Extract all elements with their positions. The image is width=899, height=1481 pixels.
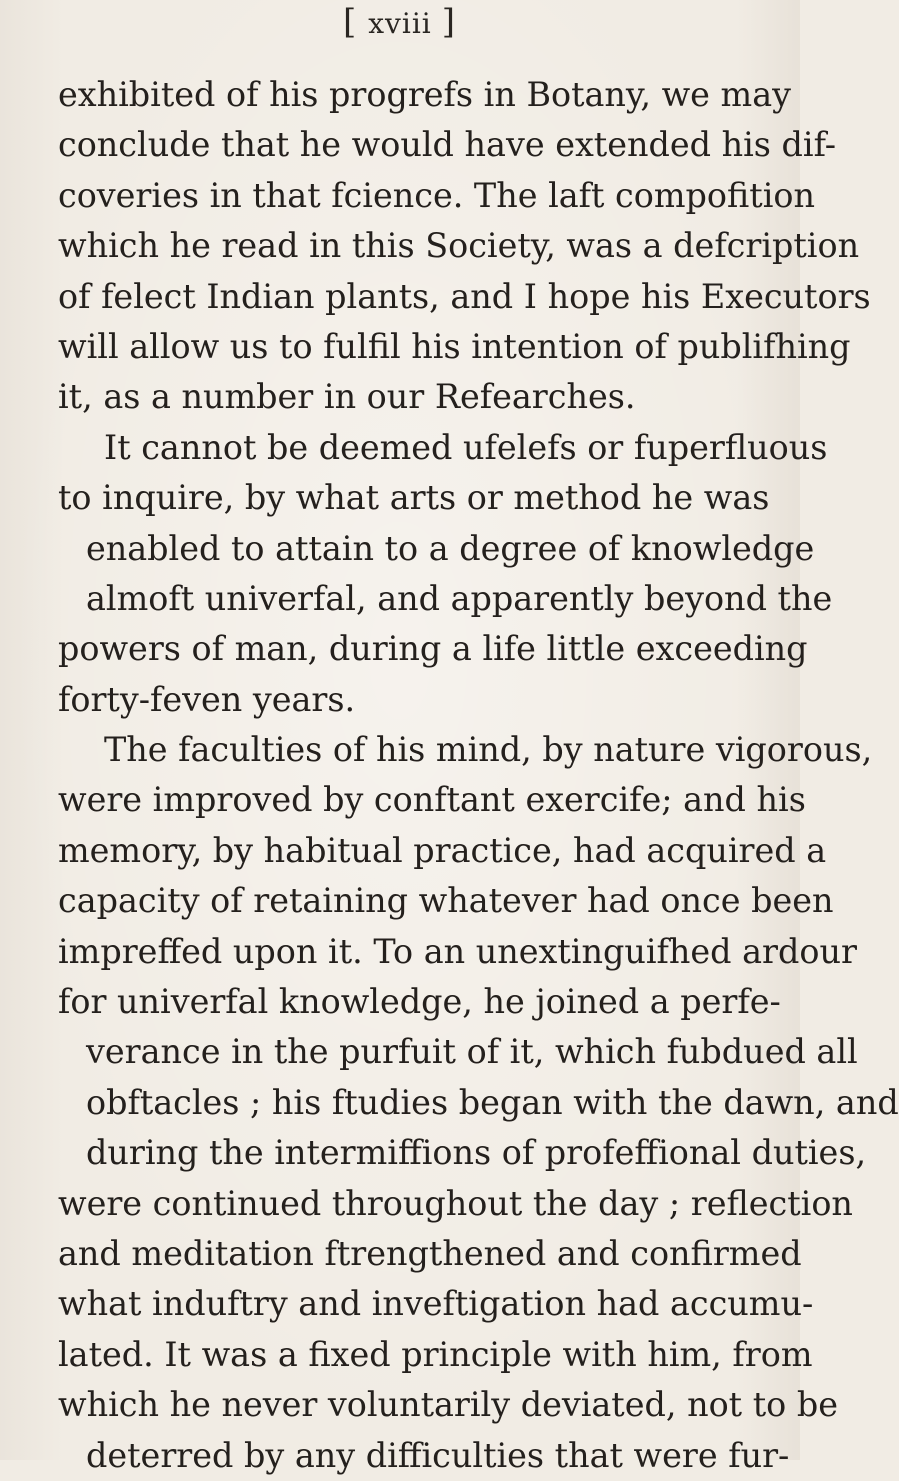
text-line: verance in the purfuit of it, which fubdued all — [86, 1032, 858, 1072]
text-line: were improved by conftant exercife; and his — [58, 780, 806, 820]
text-line: during the intermiffions of profeffional duties, — [86, 1133, 867, 1173]
text-line: impreffed upon it. To an unextinguifhed ardour — [58, 931, 857, 971]
body-text — [58, 70, 899, 1481]
text-line: capacity of retaining whatever had once been — [58, 881, 834, 921]
text-line: and meditation ftrengthened and confirmed — [58, 1233, 802, 1273]
text-line: what induftry and inveftigation had accumu- — [58, 1284, 814, 1324]
text-line: memory, by habitual practice, had acquired a — [58, 830, 827, 870]
text-line: obftacles ; his ftudies began with the dawn, and — [86, 1082, 899, 1122]
text-line: were continued throughout the day ; reflection — [58, 1183, 853, 1223]
text-line: lated. It was a fixed principle with him, from — [58, 1334, 813, 1374]
text-line: powers of man, during a life little exceeding — [58, 629, 808, 669]
text-line: almoft univerfal, and apparently beyond the — [86, 578, 833, 618]
text-line: deterred by any difficulties that were fur- — [86, 1435, 790, 1475]
text-line: of felect Indian plants, and I hope his Executors — [58, 276, 871, 316]
text-line: exhibited of his progrefs in Botany, we may — [58, 75, 791, 114]
folio-roman-numeral: xviii — [368, 7, 432, 40]
paragraph-end-line: forty-feven years. — [58, 679, 356, 719]
paragraph-start-line: It cannot be deemed ufelefs or fuperfluous — [104, 427, 828, 467]
text-line: which he read in this Society, was a defcription — [58, 226, 860, 266]
text-line: coveries in that fcience. The laft compofition — [58, 175, 815, 215]
text-line: which he never voluntarily deviated, not to be — [58, 1385, 838, 1425]
folio-open-bracket: [ — [342, 2, 359, 42]
page-number — [0, 2, 800, 42]
text-line: conclude that he would have extended his dif- — [58, 125, 837, 165]
paragraph-end-line: it, as a number in our Refearches. — [58, 377, 636, 417]
text-line: enabled to attain to a degree of knowledge — [86, 528, 815, 568]
text-line: will allow us to fulfil his intention of publifhing — [58, 326, 851, 366]
text-line: for univerfal knowledge, he joined a perfe- — [58, 982, 781, 1022]
paragraph-start-line: The faculties of his mind, by nature vigorous, — [104, 730, 873, 770]
folio-close-bracket: ] — [441, 2, 457, 42]
text-line: to inquire, by what arts or method he was — [58, 478, 770, 518]
